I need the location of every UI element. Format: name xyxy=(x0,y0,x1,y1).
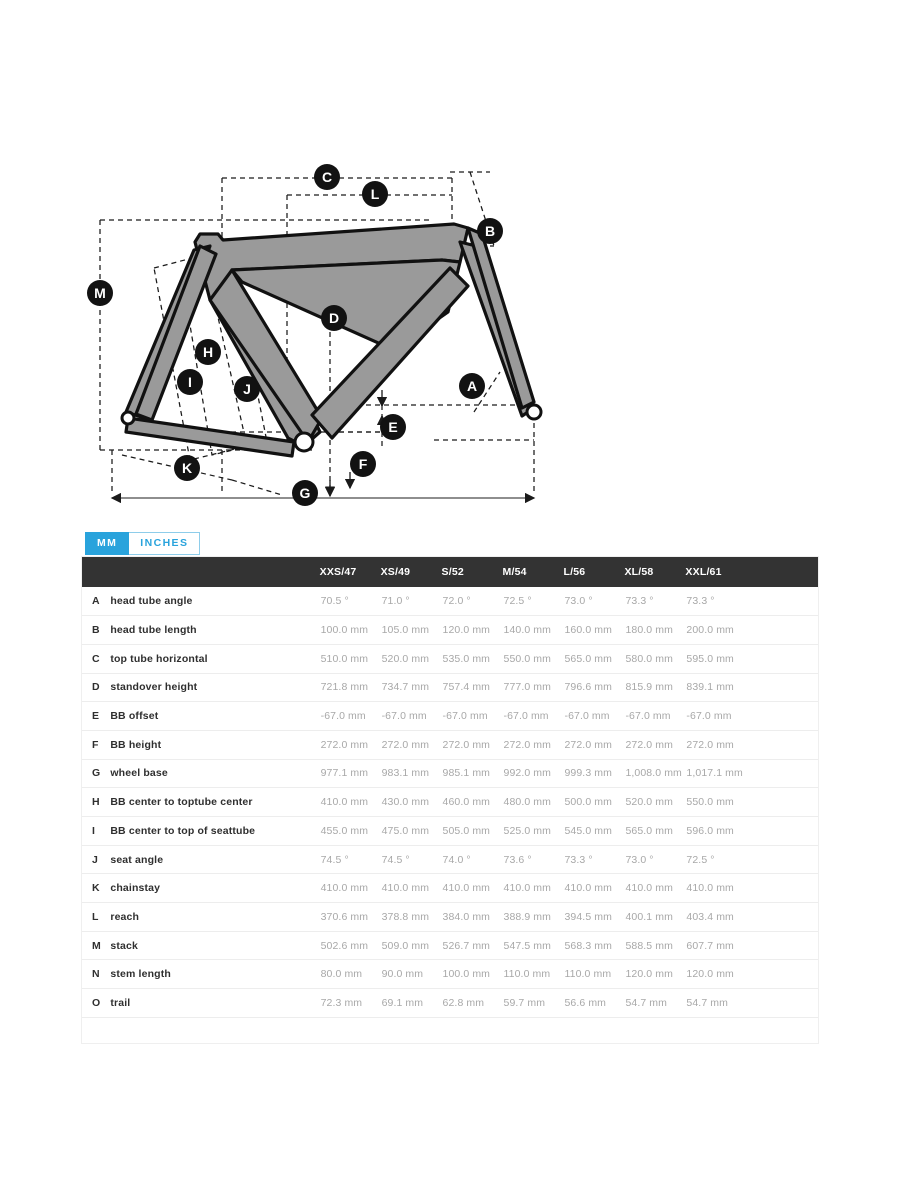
row-value: 475.0 mm xyxy=(381,817,442,846)
row-value: 607.7 mm xyxy=(685,931,746,960)
header-size-5: XL/58 xyxy=(624,557,685,587)
table-row xyxy=(82,673,818,702)
bicycle-frame-illustration xyxy=(126,224,534,456)
row-value: 73.3 ° xyxy=(563,845,624,874)
row-value: 71.0 ° xyxy=(381,587,442,616)
row-value: 370.6 mm xyxy=(320,903,381,932)
row-value: 550.0 mm xyxy=(503,644,564,673)
row-spacer xyxy=(746,903,818,932)
header-label xyxy=(109,557,319,587)
svg-text:M: M xyxy=(94,285,106,301)
row-value: 535.0 mm xyxy=(442,644,503,673)
row-key: L xyxy=(82,903,109,932)
row-value: 734.7 mm xyxy=(381,673,442,702)
geometry-table xyxy=(82,557,818,1043)
marker-F xyxy=(350,451,376,477)
row-value: 510.0 mm xyxy=(320,644,381,673)
row-value: -67.0 mm xyxy=(320,702,381,731)
row-spacer xyxy=(746,673,818,702)
row-value: -67.0 mm xyxy=(685,702,746,731)
table-row xyxy=(82,759,818,788)
row-value: 526.7 mm xyxy=(442,931,503,960)
svg-text:J: J xyxy=(243,381,251,397)
svg-text:L: L xyxy=(370,186,380,202)
header-size-6: XXL/61 xyxy=(685,557,746,587)
row-key: K xyxy=(82,874,109,903)
row-label: top tube horizontal xyxy=(109,644,319,673)
row-label: standover height xyxy=(109,673,319,702)
marker-L xyxy=(362,181,388,207)
table-row xyxy=(82,931,818,960)
svg-text:H: H xyxy=(202,344,214,360)
row-value: 565.0 mm xyxy=(563,644,624,673)
header-spacer xyxy=(746,557,818,587)
marker-H xyxy=(195,339,221,365)
row-value: 480.0 mm xyxy=(503,788,564,817)
header-size-0: XXS/47 xyxy=(320,557,381,587)
row-value: 1,017.1 mm xyxy=(685,759,746,788)
table-row xyxy=(82,874,818,903)
row-value: 388.9 mm xyxy=(503,903,564,932)
marker-D xyxy=(321,305,347,331)
row-value: 757.4 mm xyxy=(442,673,503,702)
marker-G xyxy=(292,480,318,506)
row-value: 72.5 ° xyxy=(503,587,564,616)
marker-M xyxy=(87,280,113,306)
row-value: 73.3 ° xyxy=(624,587,685,616)
row-value: 73.0 ° xyxy=(563,587,624,616)
row-value: 90.0 mm xyxy=(381,960,442,989)
row-label: BB offset xyxy=(109,702,319,731)
row-key: N xyxy=(82,960,109,989)
row-key: J xyxy=(82,845,109,874)
row-key: F xyxy=(82,730,109,759)
svg-text:K: K xyxy=(181,460,193,476)
row-value: 272.0 mm xyxy=(503,730,564,759)
row-spacer xyxy=(746,788,818,817)
row-value: 73.3 ° xyxy=(685,587,746,616)
row-value: 502.6 mm xyxy=(320,931,381,960)
row-value: 54.7 mm xyxy=(685,989,746,1018)
table-row xyxy=(82,903,818,932)
row-value: 120.0 mm xyxy=(442,616,503,645)
row-value: 59.7 mm xyxy=(503,989,564,1018)
svg-text:G: G xyxy=(299,485,311,501)
row-value: 110.0 mm xyxy=(563,960,624,989)
row-spacer xyxy=(746,702,818,731)
row-spacer xyxy=(746,730,818,759)
row-label: BB center to top of seattube xyxy=(109,817,319,846)
row-value: 272.0 mm xyxy=(442,730,503,759)
row-value: 74.5 ° xyxy=(381,845,442,874)
row-value: 547.5 mm xyxy=(503,931,564,960)
row-value: -67.0 mm xyxy=(563,702,624,731)
row-value: 160.0 mm xyxy=(563,616,624,645)
row-value: 430.0 mm xyxy=(381,788,442,817)
header-size-4: L/56 xyxy=(563,557,624,587)
row-value: 815.9 mm xyxy=(624,673,685,702)
svg-text:A: A xyxy=(466,378,478,394)
marker-C xyxy=(314,164,340,190)
row-value: 394.5 mm xyxy=(563,903,624,932)
row-value: 565.0 mm xyxy=(624,817,685,846)
header-key xyxy=(82,557,109,587)
row-value: 721.8 mm xyxy=(320,673,381,702)
row-value: 410.0 mm xyxy=(381,874,442,903)
row-label: seat angle xyxy=(109,845,319,874)
row-value: 73.6 ° xyxy=(503,845,564,874)
row-value: 56.6 mm xyxy=(563,989,624,1018)
row-label: wheel base xyxy=(109,759,319,788)
row-value: 410.0 mm xyxy=(320,788,381,817)
marker-J xyxy=(234,376,260,402)
row-value: 545.0 mm xyxy=(563,817,624,846)
row-value: 839.1 mm xyxy=(685,673,746,702)
row-value: -67.0 mm xyxy=(503,702,564,731)
row-spacer xyxy=(746,960,818,989)
row-value: 200.0 mm xyxy=(685,616,746,645)
row-value: 796.6 mm xyxy=(563,673,624,702)
row-value: 992.0 mm xyxy=(503,759,564,788)
unit-toggle[interactable] xyxy=(85,532,200,555)
header-size-1: XS/49 xyxy=(381,557,442,587)
row-value: 410.0 mm xyxy=(320,874,381,903)
row-label: head tube length xyxy=(109,616,319,645)
row-spacer xyxy=(746,644,818,673)
row-value: 72.0 ° xyxy=(442,587,503,616)
row-value: 110.0 mm xyxy=(503,960,564,989)
row-value: 74.5 ° xyxy=(320,845,381,874)
unit-toggle-inches[interactable]: INCHES xyxy=(129,532,200,555)
row-value: 410.0 mm xyxy=(442,874,503,903)
row-key: E xyxy=(82,702,109,731)
marker-E xyxy=(380,414,406,440)
row-spacer xyxy=(746,989,818,1018)
row-value: 100.0 mm xyxy=(320,616,381,645)
row-value: 410.0 mm xyxy=(685,874,746,903)
row-key: M xyxy=(82,931,109,960)
row-label: chainstay xyxy=(109,874,319,903)
row-value: 69.1 mm xyxy=(381,989,442,1018)
row-key: C xyxy=(82,644,109,673)
row-value: 74.0 ° xyxy=(442,845,503,874)
row-value: 140.0 mm xyxy=(503,616,564,645)
row-value: 595.0 mm xyxy=(685,644,746,673)
geometry-table-body xyxy=(82,587,818,1043)
row-value: 272.0 mm xyxy=(624,730,685,759)
row-key: G xyxy=(82,759,109,788)
svg-text:F: F xyxy=(358,456,368,472)
svg-text:C: C xyxy=(321,169,333,185)
row-label: BB height xyxy=(109,730,319,759)
table-row xyxy=(82,644,818,673)
row-value: 410.0 mm xyxy=(624,874,685,903)
svg-text:I: I xyxy=(188,374,192,390)
row-value: -67.0 mm xyxy=(442,702,503,731)
marker-K xyxy=(174,455,200,481)
row-value: 520.0 mm xyxy=(624,788,685,817)
row-value: 120.0 mm xyxy=(624,960,685,989)
row-value: 505.0 mm xyxy=(442,817,503,846)
row-spacer xyxy=(746,759,818,788)
row-label: trail xyxy=(109,989,319,1018)
row-value: 72.5 ° xyxy=(685,845,746,874)
row-value: 777.0 mm xyxy=(503,673,564,702)
row-value: 568.3 mm xyxy=(563,931,624,960)
table-row xyxy=(82,788,818,817)
row-value: 410.0 mm xyxy=(503,874,564,903)
row-value: 180.0 mm xyxy=(624,616,685,645)
row-value: 54.7 mm xyxy=(624,989,685,1018)
row-value: 985.1 mm xyxy=(442,759,503,788)
table-row xyxy=(82,845,818,874)
marker-B xyxy=(477,218,503,244)
table-bottom-spacer xyxy=(82,1017,818,1043)
geometry-table-head xyxy=(82,557,818,587)
header-size-2: S/52 xyxy=(442,557,503,587)
frame-geometry-diagram xyxy=(82,150,562,520)
row-value: 272.0 mm xyxy=(320,730,381,759)
row-value: 460.0 mm xyxy=(442,788,503,817)
marker-I xyxy=(177,369,203,395)
row-value: 72.3 mm xyxy=(320,989,381,1018)
row-value: 70.5 ° xyxy=(320,587,381,616)
row-value: 588.5 mm xyxy=(624,931,685,960)
row-value: 62.8 mm xyxy=(442,989,503,1018)
row-value: 520.0 mm xyxy=(381,644,442,673)
row-key: D xyxy=(82,673,109,702)
row-label: stack xyxy=(109,931,319,960)
row-key: A xyxy=(82,587,109,616)
row-value: 1,008.0 mm xyxy=(624,759,685,788)
row-label: stem length xyxy=(109,960,319,989)
row-value: 403.4 mm xyxy=(685,903,746,932)
row-value: 272.0 mm xyxy=(685,730,746,759)
table-row xyxy=(82,616,818,645)
row-spacer xyxy=(746,616,818,645)
row-key: I xyxy=(82,817,109,846)
marker-A xyxy=(459,373,485,399)
row-value: 272.0 mm xyxy=(381,730,442,759)
row-value: 105.0 mm xyxy=(381,616,442,645)
svg-text:B: B xyxy=(484,223,496,239)
row-spacer xyxy=(746,931,818,960)
diagram-markers xyxy=(87,164,503,506)
unit-toggle-mm[interactable]: MM xyxy=(85,532,129,555)
row-label: head tube angle xyxy=(109,587,319,616)
row-value: -67.0 mm xyxy=(381,702,442,731)
table-row xyxy=(82,587,818,616)
row-value: 500.0 mm xyxy=(563,788,624,817)
row-value: 384.0 mm xyxy=(442,903,503,932)
row-value: 999.3 mm xyxy=(563,759,624,788)
row-value: 977.1 mm xyxy=(320,759,381,788)
row-value: 550.0 mm xyxy=(685,788,746,817)
row-key: O xyxy=(82,989,109,1018)
row-spacer xyxy=(746,587,818,616)
row-spacer xyxy=(746,845,818,874)
header-size-3: M/54 xyxy=(503,557,564,587)
table-row xyxy=(82,960,818,989)
row-value: 410.0 mm xyxy=(563,874,624,903)
table-row xyxy=(82,817,818,846)
row-value: 525.0 mm xyxy=(503,817,564,846)
row-key: H xyxy=(82,788,109,817)
row-key: B xyxy=(82,616,109,645)
table-row xyxy=(82,989,818,1018)
row-spacer xyxy=(746,874,818,903)
row-value: -67.0 mm xyxy=(624,702,685,731)
row-value: 100.0 mm xyxy=(442,960,503,989)
row-value: 509.0 mm xyxy=(381,931,442,960)
row-label: BB center to toptube center xyxy=(109,788,319,817)
row-value: 455.0 mm xyxy=(320,817,381,846)
row-value: 80.0 mm xyxy=(320,960,381,989)
row-value: 120.0 mm xyxy=(685,960,746,989)
row-spacer xyxy=(746,817,818,846)
row-value: 378.8 mm xyxy=(381,903,442,932)
table-header-row xyxy=(82,557,818,587)
svg-text:E: E xyxy=(388,419,398,435)
row-value: 580.0 mm xyxy=(624,644,685,673)
row-value: 73.0 ° xyxy=(624,845,685,874)
row-label: reach xyxy=(109,903,319,932)
row-value: 596.0 mm xyxy=(685,817,746,846)
table-row xyxy=(82,702,818,731)
table-row xyxy=(82,730,818,759)
row-value: 400.1 mm xyxy=(624,903,685,932)
row-value: 272.0 mm xyxy=(563,730,624,759)
row-value: 983.1 mm xyxy=(381,759,442,788)
svg-text:D: D xyxy=(328,310,340,326)
